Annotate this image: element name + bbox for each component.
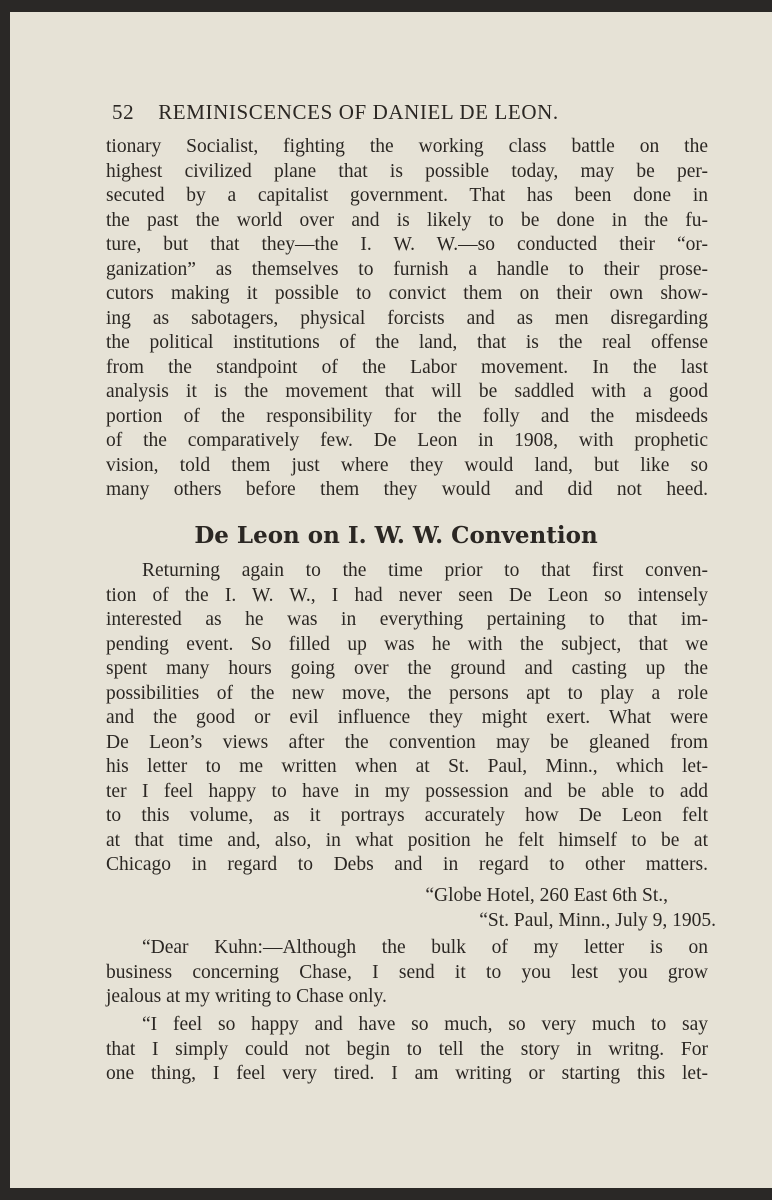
- book-page: [10, 12, 772, 1188]
- text-line: many others before them they would and did not heed.: [106, 479, 708, 500]
- text-line: of the comparatively few. De Leon in 1908, with prophetic: [106, 430, 708, 451]
- running-header: [112, 100, 559, 125]
- text-line: and the good or evil influence they might exert. What were: [106, 707, 708, 728]
- text-line: jealous at my writing to Chase only.: [106, 986, 387, 1007]
- text-line: pending event. So filled up was he with the subject, that we: [106, 633, 708, 655]
- text-line: the past the world over and is likely to be done in the fu-: [106, 209, 708, 231]
- text-line: interested as he was in everything pertaining to that im-: [106, 609, 708, 630]
- text-line: secuted by a capitalist government. That has been done in: [106, 185, 708, 206]
- text-line: Returning again to the time prior to that first conven-: [142, 560, 708, 581]
- text-line: ing as sabotagers, physical forcists and as men disregarding: [106, 307, 708, 329]
- text-line: ter I feel happy to have in my possession and be able to add: [106, 780, 708, 802]
- text-line: one thing, I feel very tired. I am writing or starting this let-: [106, 1063, 708, 1084]
- text-line: ganization” as themselves to furnish a handle to their prose-: [106, 258, 708, 280]
- text-line: at that time and, also, in what position he felt himself to be at: [106, 829, 708, 851]
- text-line: “Dear Kuhn:—Although the bulk of my letter is on: [142, 937, 708, 958]
- text-line: his letter to me written when at St. Paul, Minn., which let-: [106, 756, 708, 777]
- text-line: De Leon’s views after the convention may be gleaned from: [106, 731, 708, 753]
- text-line: highest civilized plane that is possible today, may be per-: [106, 160, 708, 182]
- text-line: analysis it is the movement that will be saddled with a good: [106, 381, 708, 402]
- letter-dateline-date: “St. Paul, Minn., July 9, 1905.: [479, 910, 716, 931]
- text-line: from the standpoint of the Labor movement. In the last: [106, 356, 708, 378]
- paragraph-1: [106, 135, 708, 503]
- text-line: Chicago in regard to Debs and in regard to other matters.: [106, 854, 708, 875]
- text-line: the political institutions of the land, that is the real offense: [106, 332, 708, 353]
- paragraph-3: [106, 936, 708, 1010]
- running-title: REMINISCENCES OF DANIEL DE LEON.: [158, 100, 559, 124]
- text-line: tionary Socialist, fighting the working class battle on the: [106, 136, 708, 157]
- text-line: vision, told them just where they would land, but like so: [106, 454, 708, 476]
- text-line: tion of the I. W. W., I had never seen De Leon so intensely: [106, 584, 708, 606]
- text-line: “I feel so happy and have so much, so very much to say: [142, 1014, 708, 1035]
- paragraph-2: [106, 559, 708, 878]
- letter-dateline-address: “Globe Hotel, 260 East 6th St.,: [425, 885, 668, 906]
- text-line: to this volume, as it portrays accurately how De Leon felt: [106, 805, 708, 826]
- paragraph-4: [106, 1013, 708, 1087]
- text-line: cutors making it possible to convict them on their own show-: [106, 283, 708, 304]
- text-line: spent many hours going over the ground and casting up the: [106, 658, 708, 679]
- section-heading: De Leon on I. W. W. Convention: [194, 522, 598, 549]
- page-number: 52: [112, 100, 135, 124]
- text-line: business concerning Chase, I send it to you lest you grow: [106, 961, 708, 983]
- text-line: that I simply could not begin to tell the story in writng. For: [106, 1038, 708, 1060]
- text-line: portion of the responsibility for the folly and the misdeeds: [106, 405, 708, 427]
- text-line: possibilities of the new move, the persons apt to play a role: [106, 682, 708, 704]
- text-line: ture, but that they—the I. W. W.—so conducted their “or-: [106, 234, 708, 255]
